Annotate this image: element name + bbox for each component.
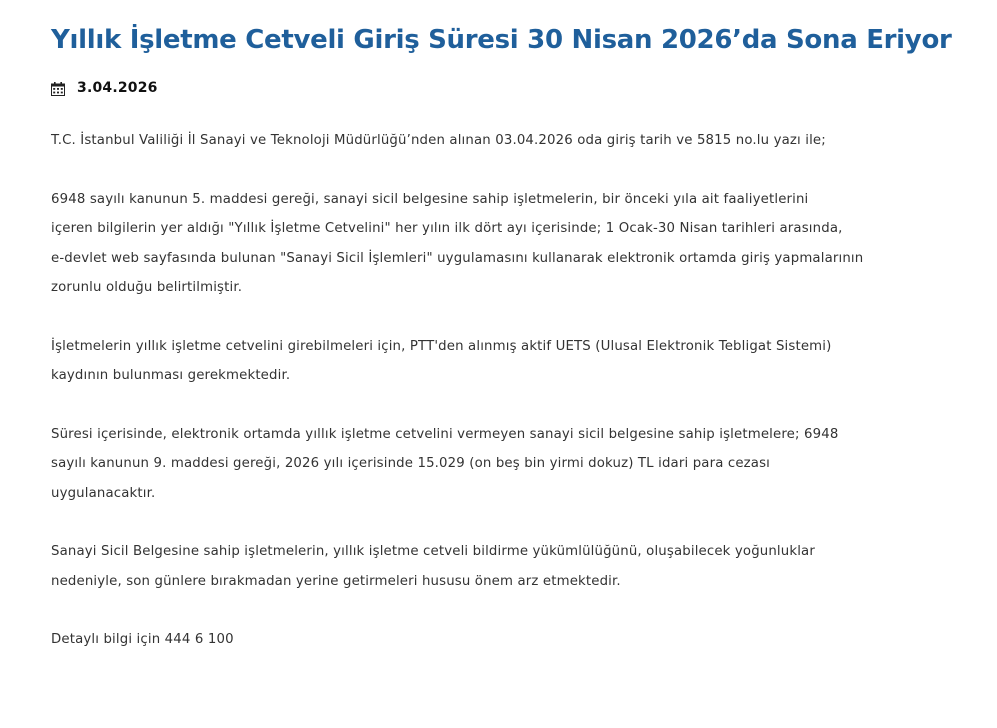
paragraph (51, 332, 971, 391)
paragraph (51, 126, 971, 156)
paragraph (51, 185, 971, 303)
article-meta (51, 78, 971, 98)
paragraph-line: nedeniyle, son günlere bırakmadan yerine getirmeleri hususu önem arz etmektedir. (51, 573, 621, 589)
paragraph-line: T.C. İstanbul Valiliği İl Sanayi ve Teknoloji Müdürlüğü’nden alınan 03.04.2026 oda giriş tarih ve 5815 no.lu yazı ile; (51, 133, 826, 148)
paragraph (51, 537, 971, 596)
article-title: Yıllık İşletme Cetveli Giriş Süresi 30 Nisan 2026’da Sona Eriyor (51, 25, 952, 55)
article-body (51, 126, 971, 655)
calendar-icon (51, 81, 65, 95)
article-date: 3.04.2026 (77, 80, 158, 96)
paragraph-line: e-devlet web sayfasında bulunan "Sanayi Sicil İşlemleri" uygulamasını kullanarak elektronik ortamda giriş yapmalarının (51, 250, 864, 266)
contact-info: Detaylı bilgi için 444 6 100 (51, 632, 234, 647)
paragraph-line: kaydının bulunması gerekmektedir. (51, 368, 291, 383)
paragraph-line: İşletmelerin yıllık işletme cetvelini girebilmeleri için, PTT'den alınmış aktif UETS (Ulusal Elektronik Tebligat Sistemi) (51, 338, 832, 354)
paragraph (51, 625, 971, 655)
paragraph-line: Süresi içerisinde, elektronik ortamda yıllık işletme cetvelini vermeyen sanayi sicil belgesine sahip işletmelere; 6948 (51, 426, 839, 442)
paragraph-line: içeren bilgilerin yer aldığı "Yıllık İşletme Cetvelini" her yılın ilk dört ayı içerisinde; 1 Ocak-30 Nisan tarihleri arasında, (51, 221, 843, 236)
paragraph-line: Sanayi Sicil Belgesine sahip işletmelerin, yıllık işletme cetveli bildirme yükümlülüğünü, oluşabilecek yoğunluklar (51, 544, 815, 559)
paragraph-line: zorunlu olduğu belirtilmiştir. (51, 280, 243, 295)
paragraph-line: sayılı kanunun 9. maddesi gereği, 2026 yılı içerisinde 15.029 (on beş bin yirmi dokuz) TL idari para cezası (51, 456, 771, 471)
article (51, 22, 971, 684)
paragraph-line: uygulanacaktır. (51, 485, 156, 501)
paragraph-line: 6948 sayılı kanunun 5. maddesi gereği, sanayi sicil belgesine sahip işletmelerin, bir önceki yıla ait faaliyetlerini (51, 191, 809, 207)
paragraph (51, 420, 971, 509)
